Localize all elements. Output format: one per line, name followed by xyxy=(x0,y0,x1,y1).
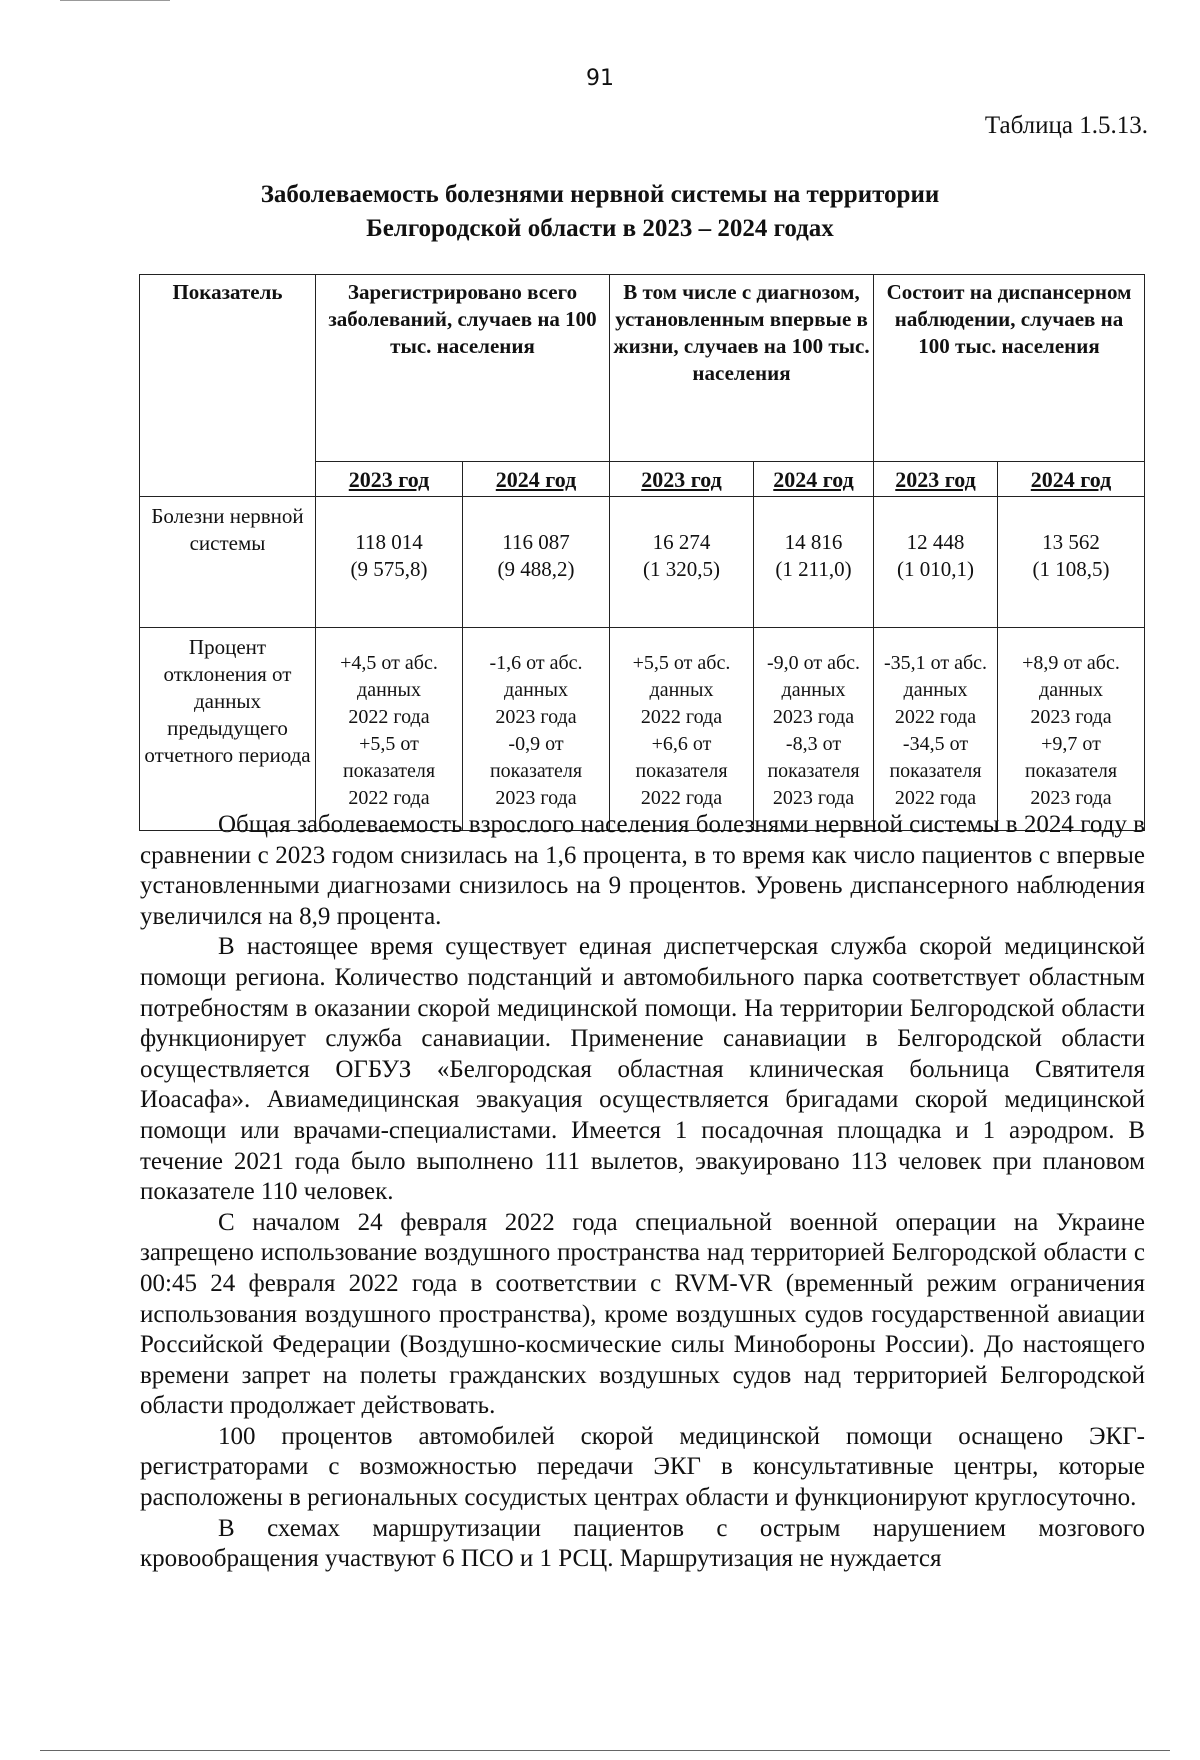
year-header: 2023 год xyxy=(874,462,998,497)
cell-subvalue: (9 488,2) xyxy=(497,557,575,581)
cell-line: 2023 года xyxy=(772,706,855,728)
cell-value: 118 014 xyxy=(355,530,423,554)
cell-value: 116 087 xyxy=(502,530,570,554)
title-line-2: Белгородской области в 2023 – 2024 годах xyxy=(366,215,834,242)
table-cell xyxy=(754,628,874,831)
table-cell xyxy=(874,497,998,628)
paragraph: Общая заболеваемость взрослого населения болезнями нервной системы в 2024 году в сравнении с 2023 годом снизилась на 1,6 процента, в то время как число пациентов с впервые установленными диагнозами снизилось на 9 процентов. Уровень диспансерного наблюдения увеличился на 8,9 процента. xyxy=(140,811,1145,930)
table-title xyxy=(180,178,1020,246)
cell-line: данных xyxy=(504,679,568,701)
cell-line: 2023 года xyxy=(1030,787,1112,809)
cell-value: 12 448 xyxy=(906,530,965,554)
cell-line: -35,1 от абс. xyxy=(883,652,988,674)
morbidity-table xyxy=(139,274,1145,831)
cell-line: данных xyxy=(1039,679,1103,701)
cell-line: показателя xyxy=(1024,760,1118,782)
cell-line: 2022 года xyxy=(640,787,723,809)
cell-subvalue: (1 211,0) xyxy=(775,557,852,581)
header-first-diagnosed: В том числе с диагнозом, установленным впервые в жизни, случаев на 100 тыс. населения xyxy=(610,275,874,462)
year-header: 2024 год xyxy=(463,462,610,497)
cell-line: 2022 года xyxy=(894,787,977,809)
cell-value: 13 562 xyxy=(1042,530,1100,554)
cell-value: 16 274 xyxy=(652,530,711,554)
cell-line: данных xyxy=(357,679,421,701)
cell-value: 14 816 xyxy=(784,530,843,554)
cell-line: данных xyxy=(781,679,846,701)
cell-line: +8,9 от абс. xyxy=(1022,652,1120,674)
table-cell xyxy=(610,628,754,831)
cell-subvalue: (1 320,5) xyxy=(643,557,720,581)
cell-line: -8,3 от xyxy=(785,733,842,755)
table-cell xyxy=(316,497,463,628)
cell-line: показателя xyxy=(342,760,436,782)
table-cell xyxy=(610,497,754,628)
cell-line: 2023 года xyxy=(495,787,577,809)
cell-line: показателя xyxy=(635,760,728,782)
bottom-edge-line xyxy=(40,1750,1170,1751)
cell-line: 2022 года xyxy=(348,787,430,809)
header-indicator: Показатель xyxy=(140,275,316,497)
cell-line: 2023 года xyxy=(1030,706,1112,728)
cell-line: 2023 года xyxy=(495,706,577,728)
cell-line: 2022 года xyxy=(894,706,977,728)
cell-line: +9,7 от xyxy=(1041,733,1101,755)
header-dispensary: Состоит на диспансерном наблюдении, случаев на 100 тыс. населения xyxy=(874,275,1145,462)
cell-line: -34,5 от xyxy=(902,733,969,755)
table-cell xyxy=(874,628,998,831)
cell-line: -9,0 от абс. xyxy=(766,652,861,674)
page-number: 91 xyxy=(586,66,614,91)
cell-line: 2022 года xyxy=(640,706,723,728)
cell-subvalue: (1 010,1) xyxy=(897,557,974,581)
table-header-row xyxy=(140,275,1145,462)
table-cell xyxy=(463,497,610,628)
table-cell xyxy=(998,628,1145,831)
cell-line: показателя xyxy=(889,760,982,782)
table-row-nervous-diseases xyxy=(140,497,1145,628)
title-line-1: Заболеваемость болезнями нервной системы на территории xyxy=(260,181,940,208)
cell-line: -0,9 от xyxy=(508,733,564,755)
row-label: Процент отклонения от данных предыдущего отчетного периода xyxy=(140,628,316,831)
table-cell xyxy=(463,628,610,831)
header-registered-total: Зарегистрировано всего заболеваний, случаев на 100 тыс. населения xyxy=(316,275,610,462)
cell-subvalue: (1 108,5) xyxy=(1032,557,1110,581)
table-cell xyxy=(316,628,463,831)
year-header: 2023 год xyxy=(316,462,463,497)
table-row-deviation xyxy=(140,628,1145,831)
paragraph: В схемах маршрутизации пациентов с острым нарушением мозгового кровообращения участвуют 6 ПСО и 1 РСЦ. Маршрутизация не нуждается xyxy=(140,1514,1145,1573)
cell-line: -1,6 от абс. xyxy=(489,652,583,674)
table-cell xyxy=(754,497,874,628)
paragraph: В настоящее время существует единая диспетчерская служба скорой медицинской помощи региона. Количество подстанций и автомобильного парка соответствует областным потребностям в оказании скорой медицинской помощи. На территории Белгородской области функционирует служба санавиации. Применение санавиации в Белгородской области осуществляется ОГБУЗ «Белгородская областная клиническая больница Святителя Иоасафа». Авиамедицинская эвакуация осуществляется бригадами скорой медицинской помощи или врачами-специалистами. Имеется 1 посадочная площадка и 1 аэродром. В течение 2021 года было выполнено 111 вылетов, эвакуировано 113 человек при плановом показателе 110 человек. xyxy=(140,933,1145,1206)
paragraph: С началом 24 февраля 2022 года специальной военной операции на Украине запрещено использование воздушного пространства над территорией Белгородской области с 00:45 24 февраля 2022 года в соответствии с RVM-VR (временный режим ограничения использования воздушного пространства), кроме воздушных судов государственной авиации Российской Федерации (Воздушно-космические силы Минобороны России). До настоящего времени запрет на полеты гражданских воздушных судов над территорией Белгородской области продолжает действовать. xyxy=(140,1208,1145,1420)
table-caption: Таблица 1.5.13. xyxy=(984,112,1148,139)
cell-line: +6,6 от xyxy=(651,733,712,755)
cell-line: показателя xyxy=(489,760,583,782)
cell-line: 2022 года xyxy=(348,706,430,728)
cell-line: 2023 года xyxy=(772,787,855,809)
cell-line: показателя xyxy=(767,760,860,782)
body-text xyxy=(140,810,1145,1575)
paragraph: 100 процентов автомобилей скорой медицинской помощи оснащено ЭКГ-регистраторами с возможностью передачи ЭКГ в консультативные центры, которые расположены в региональных сосудистых центрах области и функционируют круглосуточно. xyxy=(140,1422,1145,1512)
table-cell xyxy=(998,497,1145,628)
year-header: 2024 год xyxy=(754,462,874,497)
year-header: 2023 год xyxy=(610,462,754,497)
cell-line: данных xyxy=(649,679,714,701)
cell-line: данных xyxy=(903,679,968,701)
row-label: Болезни нервной системы xyxy=(140,497,316,628)
top-edge-line xyxy=(60,0,170,1)
cell-line: +4,5 от абс. xyxy=(340,652,438,674)
cell-line: +5,5 от xyxy=(359,733,419,755)
cell-subvalue: (9 575,8) xyxy=(350,557,428,581)
cell-line: +5,5 от абс. xyxy=(632,652,731,674)
year-header: 2024 год xyxy=(998,462,1145,497)
